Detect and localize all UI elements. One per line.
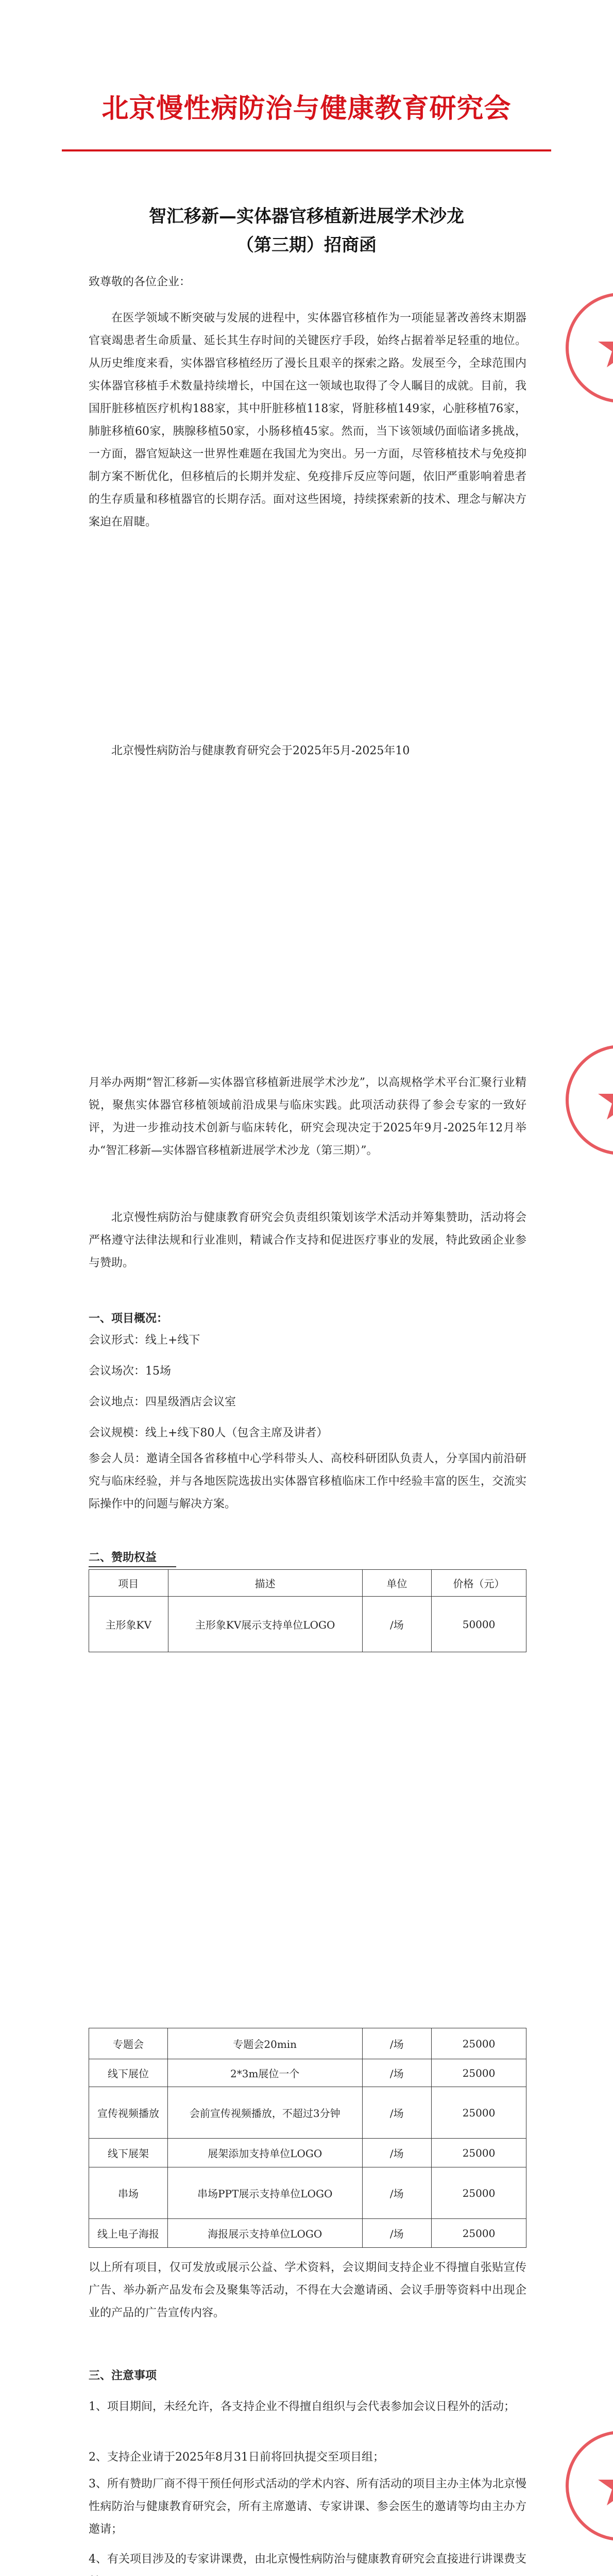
table-cell: 专题会 (89, 2028, 168, 2059)
table-cell: 线上电子海报 (89, 2219, 168, 2248)
seal-icon (561, 1041, 613, 1159)
heading-underline (89, 1566, 176, 1567)
table-cell: 25000 (432, 2087, 526, 2139)
table-cell: 50000 (432, 1597, 526, 1652)
table-cell: /场 (362, 2028, 431, 2059)
seal-icon (561, 289, 613, 407)
table-cell: 25000 (432, 2167, 526, 2219)
table-header-row (89, 1570, 526, 1597)
table-header: 项目 (89, 1570, 168, 1597)
table-cell: 串场PPT展示支持单位LOGO (167, 2167, 362, 2219)
org-title: 北京慢性病防治与健康教育研究会 (101, 93, 512, 124)
table-header: 价格（元） (432, 1570, 526, 1597)
note-4: 4、有关项目涉及的专家讲课费，由北京慢性病防治与健康教育研究会直接进行讲课费支 (89, 2553, 526, 2566)
table-cell: /场 (362, 1597, 431, 1652)
table-cell: 专题会20min (167, 2028, 362, 2059)
table-cell: 海报展示支持单位LOGO (167, 2219, 362, 2248)
official-seal-partial-2 (561, 1041, 613, 1159)
table-row (89, 2087, 526, 2139)
table-cell: /场 (362, 2219, 431, 2248)
section-1-heading: 一、项目概况： (89, 1312, 168, 1325)
info-count: 会议场次：15场 (89, 1365, 171, 1378)
table-note: 以上所有项目，仅可发放或展示公益、学术资料，会议期间支持企业不得擅自张贴宣传广告、举办新产品发布会及聚集等活动，不得在大会邀请函、会议手册等资料中出现企业的产品的广告宣传内容。 (89, 2261, 526, 2319)
table-cell: 25000 (432, 2219, 526, 2248)
table-cell: 线下展位 (89, 2059, 168, 2087)
table-cell: 25000 (432, 2139, 526, 2167)
info-place: 会议地点：四星级酒店会议室 (89, 1396, 236, 1409)
table-row (89, 1597, 526, 1652)
table-header: 描述 (168, 1570, 362, 1597)
salutation: 致尊敬的各位企业： (89, 276, 191, 289)
doc-title-line1: 智汇移新—实体器官移植新进展学术沙龙 (149, 206, 464, 227)
info-scale: 会议规模：线上+线下80人（包含主席及讲者） (89, 1427, 328, 1439)
table-row (89, 2028, 526, 2059)
note-2: 2、支持企业请于2025年8月31日前将回执提交至项目组； (89, 2451, 384, 2464)
seal-icon (561, 2427, 613, 2545)
table-cell: 会前宣传视频播放，不超过3分钟 (167, 2087, 362, 2139)
table-cell: 串场 (89, 2167, 168, 2219)
table-row (89, 2219, 526, 2248)
doc-title-line2: （第三期）招商函 (236, 235, 377, 256)
official-seal-partial-1 (561, 289, 613, 407)
table-cell: 主形象KV (89, 1597, 168, 1652)
intro-paragraph-3: 北京慢性病防治与健康教育研究会负责组织策划该学术活动并筹集赞助，活动将会严格遵守法律法规和行业准则，精诚合作支持和促进医疗事业的发展，特此致函企业参与赞助。 (89, 1211, 526, 1269)
note-3: 3、所有赞助厂商不得干预任何形式活动的学术内容、所有活动的项目主办主体为北京慢性病防治与健康教育研究会，所有主席邀请、专家讲课、参会医生的邀请等均由主办方邀请； (89, 2478, 526, 2536)
info-attendees: 参会人员：邀请全国各省移植中心学科带头人、高校科研团队负责人，分享国内前沿研究与临床经验，并与各地医院选拔出实体器官移植临床工作中经验丰富的医生，交流实际操作中的问题与解决方案。 (89, 1452, 526, 1511)
table-cell: /场 (362, 2167, 431, 2219)
table-header: 单位 (362, 1570, 431, 1597)
official-seal-partial-3 (561, 2427, 613, 2545)
table-cell: 25000 (432, 2028, 526, 2059)
section-3-heading: 三、注意事项 (89, 2369, 157, 2382)
table-cell: 25000 (432, 2059, 526, 2087)
table-cell: 展架添加支持单位LOGO (167, 2139, 362, 2167)
table-cell: 宣传视频播放 (89, 2087, 168, 2139)
sponsorship-table-2 (89, 2028, 526, 2248)
table-cell: 线下展架 (89, 2139, 168, 2167)
intro-paragraph-1: 在医学领域不断突破与发展的进程中，实体器官移植作为一项能显著改善终末期器官衰竭患者生命质量、延长其生存时间的关键医疗手段，始终占据着举足轻重的地位。从历史维度来看，实体器官移植经历了漫长且艰辛的探索之路。发展至今，全球范围内实体器官移植手术数量持续增长，中国在这一领域也取得了令人瞩目的成就。目前，我国肝脏移植医疗机构188家，其中肝脏移植118家，肾脏移植149家，心脏移植76家，肺脏移植60家，胰腺移植50家，小肠移植45家。然而，当下该领域仍面临诸多挑战，一方面，器官短缺这一世界性难题在我国尤为突出。另一方面，尽管移植技术与免疫抑制方案不断优化，但移植后的长期并发症、免疫排斥反应等问题，依旧严重影响着患者的生存质量和移植器官的长期存活。面对这些困境，持续探索新的技术、理念与解决方案迫在眉睫。 (89, 312, 526, 529)
info-form: 会议形式：线上+线下 (89, 1334, 200, 1347)
section-2-heading: 二、赞助权益 (89, 1551, 157, 1564)
table-cell: /场 (362, 2087, 431, 2139)
sponsorship-table-1 (89, 1569, 526, 1652)
intro-paragraph-2-start: 北京慢性病防治与健康教育研究会于2025年5月-2025年10 (111, 744, 410, 757)
red-divider (62, 149, 551, 151)
table-cell: 2*3m展位一个 (167, 2059, 362, 2087)
intro-paragraph-2-cont: 月举办两期“智汇移新—实体器官移植新进展学术沙龙”，以高规格学术平台汇聚行业精锐，聚焦实体器官移植领域前沿成果与临床实践。此项活动获得了参会专家的一致好评，为进一步推动技术创新与临床转化，研究会现决定于2025年9月-2025年12月举办“智汇移新—实体器官移植新进展学术沙龙（第三期）”。 (89, 1076, 526, 1157)
table-row (89, 2167, 526, 2219)
table-cell: /场 (362, 2139, 431, 2167)
table-row (89, 2139, 526, 2167)
note-1: 1、项目期间，未经允许，各支持企业不得擅自组织与会代表参加会议日程外的活动； (89, 2400, 515, 2413)
table-row (89, 2059, 526, 2087)
table-cell: /场 (362, 2059, 431, 2087)
table-cell: 主形象KV展示支持单位LOGO (168, 1597, 362, 1652)
